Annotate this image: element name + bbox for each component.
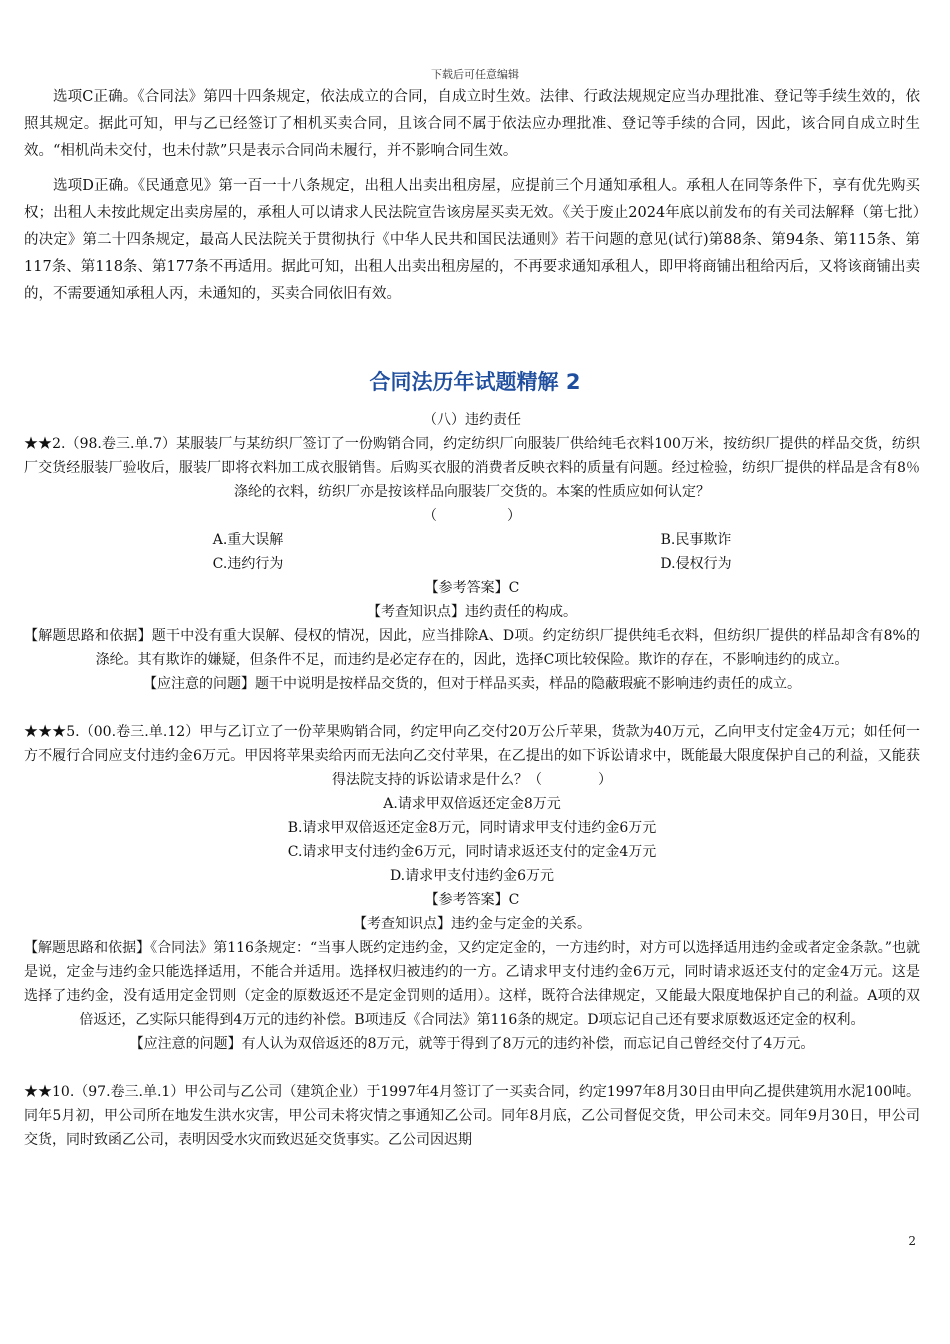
q1-stem: ★★2.（98.卷三.单.7）某服装厂与某纺织厂签订了一份购销合同，约定纺织厂向服装厂供给纯毛衣料100万米，按纺织厂提供的样品交货，纺织厂交货经服装厂验收后，服装厂即将衣料加工成衣服销售。后购买衣服的消费者反映衣料的质量有问题。经过检验，纺织厂提供的样品是含有8％涤纶的衣料，纺织厂亦是按该样品向服装厂交货的。本案的性质应如何认定？ [24,436,920,500]
intro-section [24,84,920,308]
q2-option-c: C.请求甲支付违约金6万元，同时请求返还支付的定金4万元 [287,844,657,860]
q2-reasoning: 【解题思路和依据】《合同法》第116条规定：“当事人既约定违约金，又约定定金的，一方违约时，对方可以选择适用违约金或者定金条款。”也就是说，定金与违约金只能选择适用，不能合并适用。选择权归被违约的一方。乙请求甲支付违约金6万元，同时请求返还支付的定金4万元。这是选择了违约金，没有适用定金罚则（定金的原数返还不是定金罚则的适用）。这样，既符合法律规定，又能最大限度地保护自己的利益。A项的双倍返还，乙实际只能得到4万元的违约补偿。B项违反《合同法》第116条的规定。D项忘记自己还有要求原数返还定金的权利。 [24,940,920,1028]
page-number: 2 [908,1234,916,1248]
intro-paragraph-d: 选项D正确。《民通意见》第一百一十八条规定，出租人出卖出租房屋，应提前三个月通知承租人。承租人在同等条件下，享有优先购买权；出租人未按此规定出卖房屋的，承租人可以请求人民法院宣告该房屋买卖无效。《关于废止2024年底以前发布的有关司法解释（第七批）的决定》第二十四条规定，最高人民法院关于贯彻执行《中华人民共和国民法通则》若干问题的意见(试行)第88条、第94条、第115条、第117条、第118条、第177条不再适用。据此可知，出租人出卖出租房屋的，不再要求通知承租人，即甲将商铺出租给丙后，又将该商铺出卖的，不需要通知承租人丙，未通知的，买卖合同依旧有效。 [24,178,920,302]
q1-answer: 【参考答案】C [424,580,520,596]
q2-option-b: B.请求甲双倍返还定金8万元，同时请求甲支付违约金6万元 [287,820,657,836]
header-note: 下载后可任意编辑 [431,68,519,81]
q3-stem: ★★10.（97.卷三.单.1）甲公司与乙公司（建筑企业）于1997年4月签订了一买卖合同，约定1997年8月30日由甲向乙提供建筑用水泥100吨。同年5月初，甲公司所在地发生洪水灾害，甲公司未将灾情之事通知乙公司。同年8月底，乙公司督促交货，甲公司未交。同年9月30日，甲公司交货，同时致函乙公司，表明因受水灾而致迟延交货事实。乙公司因迟期 [24,1084,920,1148]
q2-answer: 【参考答案】C [424,892,520,908]
q2-stem: ★★★5.（00.卷三.单.12）甲与乙订立了一份苹果购销合同，约定甲向乙交付20万公斤苹果，货款为40万元，乙向甲支付定金4万元；如任何一方不履行合同应支付违约金6万元。甲因将苹果卖给丙而无法向乙交付苹果，在乙提出的如下诉讼请求中，既能最大限度保护自己的利益，又能获得法院支持的诉讼请求是什么？（ ） [24,724,920,788]
page-title: 合同法历年试题精解 2 [369,370,581,394]
question-section [24,408,920,1152]
q2-knowledge: 【考查知识点】违约金与定金的关系。 [353,916,591,932]
q1-blank: （ ） [423,508,521,524]
q1-option-d: D.侵权行为 [660,556,732,572]
q1-option-a: A.重大误解 [212,532,284,548]
q1-options-row1 [24,528,920,552]
q1-option-b: B.民事欺诈 [660,532,732,548]
intro-paragraph-c: 选项C正确。《合同法》第四十四条规定，依法成立的合同，自成立时生效。法律、行政法规规定应当办理批准、登记等手续生效的，依照其规定。据此可知，甲与乙已经签订了相机买卖合同，且该合同不属于依法应办理批准、登记等手续的合同，因此，该合同自成立时生效。“相机尚未交付，也未付款”只是表示合同尚未履行，并不影响合同生效。 [24,89,920,159]
q1-reasoning: 【解题思路和依据】题干中没有重大误解、侵权的情况，因此，应当排除A、D项。约定纺织厂提供纯毛衣料，但纺织厂提供的样品却含有8%的涤纶。其有欺诈的嫌疑，但条件不足，而违约是必定存在的，因此，选择C项比较保险。欺诈的存在，不影响违约的成立。 [24,628,920,668]
q1-knowledge: 【考查知识点】违约责任的构成。 [367,604,577,620]
q2-option-d: D.请求甲支付违约金6万元 [389,868,555,884]
q1-options-row2 [24,552,920,576]
q1-option-c: C.违约行为 [212,556,284,572]
q1-note: 【应注意的问题】题干中说明是按样品交货的，但对于样品买卖，样品的隐蔽瑕疵不影响违约责任的成立。 [143,676,801,692]
q2-option-a: A.请求甲双倍返还定金8万元 [383,796,561,812]
q2-note: 【应注意的问题】有人认为双倍返还的8万元，就等于得到了8万元的违约补偿，而忘记自己曾经交付了4万元。 [129,1036,815,1052]
section-heading: （八）违约责任 [423,412,521,428]
